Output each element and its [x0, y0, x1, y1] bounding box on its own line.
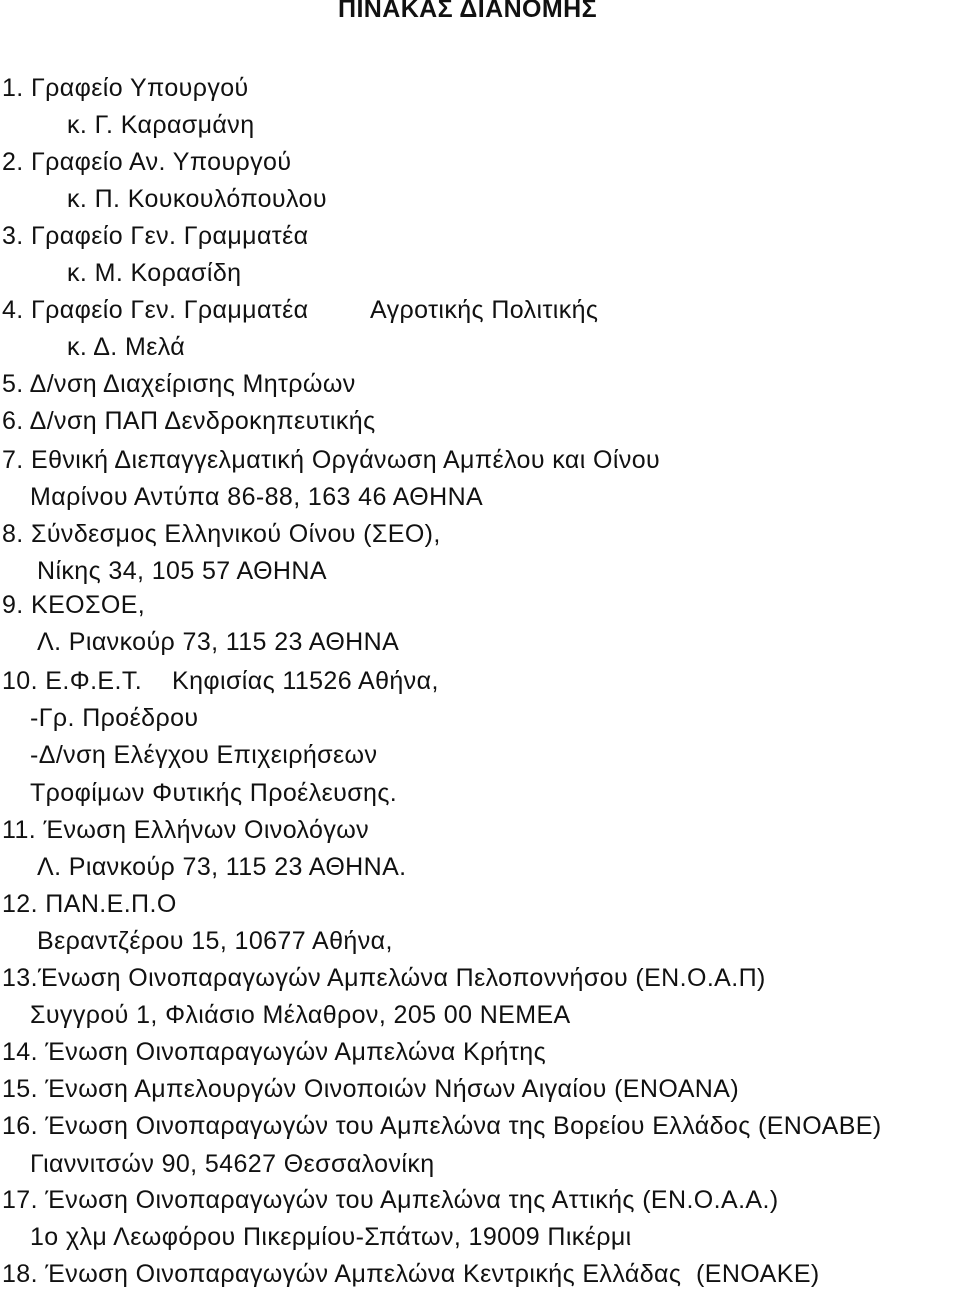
entry-16-heading: 16. Ένωση Οινοπαραγωγών του Αμπελώνα της Βορείου Ελλάδος (ΕΝΟΑΒΕ) — [2, 1112, 882, 1140]
entry-4-recipient: κ. Δ. Μελά — [67, 333, 186, 361]
entry-1-heading: 1. Γραφείο Υπουργού — [2, 74, 249, 102]
entry-4-heading: 4. Γραφείο Γεν. Γραμματέα — [2, 296, 309, 324]
entry-10-sub-1: -Γρ. Προέδρου — [30, 704, 199, 732]
entry-6-heading: 6. Δ/νση ΠΑΠ Δενδροκηπευτικής — [2, 407, 376, 435]
entry-9-address: Λ. Ριανκούρ 73, 115 23 ΑΘΗΝΑ — [37, 628, 400, 656]
entry-10-sub-2: -Δ/νση Ελέγχου Επιχειρήσεων — [30, 741, 378, 769]
entry-16-address: Γιαννιτσών 90, 54627 Θεσσαλονίκη — [30, 1150, 435, 1178]
entry-2-recipient: κ. Π. Κουκουλόπουλου — [67, 185, 327, 213]
entry-3-heading: 3. Γραφείο Γεν. Γραμματέα — [2, 222, 309, 250]
entry-3-recipient: κ. Μ. Κορασίδη — [67, 259, 242, 287]
entry-2-heading: 2. Γραφείο Αν. Υπουργού — [2, 148, 292, 176]
entry-7-address: Μαρίνου Αντύπα 86-88, 163 46 ΑΘΗΝΑ — [30, 483, 484, 511]
entry-12-heading: 12. ΠΑΝ.Ε.Π.Ο — [2, 890, 177, 918]
entry-15-heading: 15. Ένωση Αμπελουργών Οινοποιών Νήσων Αιγαίου (ΕΝΟΑΝΑ) — [2, 1075, 740, 1103]
entry-13-heading: 13.Ένωση Οινοπαραγωγών Αμπελώνα Πελοποννήσου (ΕΝ.Ο.Α.Π) — [2, 964, 766, 992]
entry-11-address: Λ. Ριανκούρ 73, 115 23 ΑΘΗΝΑ. — [37, 853, 407, 881]
entry-13-address: Συγγρού 1, Φλιάσιο Μέλαθρον, 205 00 ΝΕΜΕΑ — [30, 1001, 571, 1029]
entry-11-heading: 11. Ένωση Ελλήνων Οινολόγων — [2, 816, 370, 844]
entry-10-heading: 10. Ε.Φ.Ε.Τ. — [2, 667, 143, 695]
entry-7-heading: 7. Εθνική Διεπαγγελματική Οργάνωση Αμπέλου και Οίνου — [2, 446, 661, 474]
entry-8-heading: 8. Σύνδεσμος Ελληνικού Οίνου (ΣΕΟ), — [2, 520, 441, 548]
entry-9-heading: 9. ΚΕΟΣΟΕ, — [2, 591, 146, 619]
entry-4-heading-suffix: Αγροτικής Πολιτικής — [370, 296, 599, 324]
entry-10-sub-2-cont: Τροφίμων Φυτικής Προέλευσης. — [30, 779, 398, 807]
entry-12-address: Βεραντζέρου 15, 10677 Αθήνα, — [37, 927, 393, 955]
page-title: ΠΙΝΑΚΑΣ ΔΙΑΝΟΜΗΣ — [338, 0, 597, 23]
entry-1-recipient: κ. Γ. Καρασμάνη — [67, 111, 255, 139]
entry-10-address: Κηφισίας 11526 Αθήνα, — [172, 667, 439, 695]
entry-17-address: 1ο χλμ Λεωφόρου Πικερμίου-Σπάτων, 19009 Πικέρμι — [30, 1223, 632, 1251]
entry-18-heading: 18. Ένωση Οινοπαραγωγών Αμπελώνα Κεντρικής Ελλάδας (ΕΝΟΑΚΕ) — [2, 1260, 820, 1288]
entry-14-heading: 14. Ένωση Οινοπαραγωγών Αμπελώνα Κρήτης — [2, 1038, 547, 1066]
entry-17-heading: 17. Ένωση Οινοπαραγωγών του Αμπελώνα της Αττικής (ΕΝ.Ο.Α.Α.) — [2, 1186, 779, 1214]
entry-5-heading: 5. Δ/νση Διαχείρισης Μητρώων — [2, 370, 356, 398]
entry-8-address: Νίκης 34, 105 57 ΑΘΗΝΑ — [37, 557, 327, 585]
